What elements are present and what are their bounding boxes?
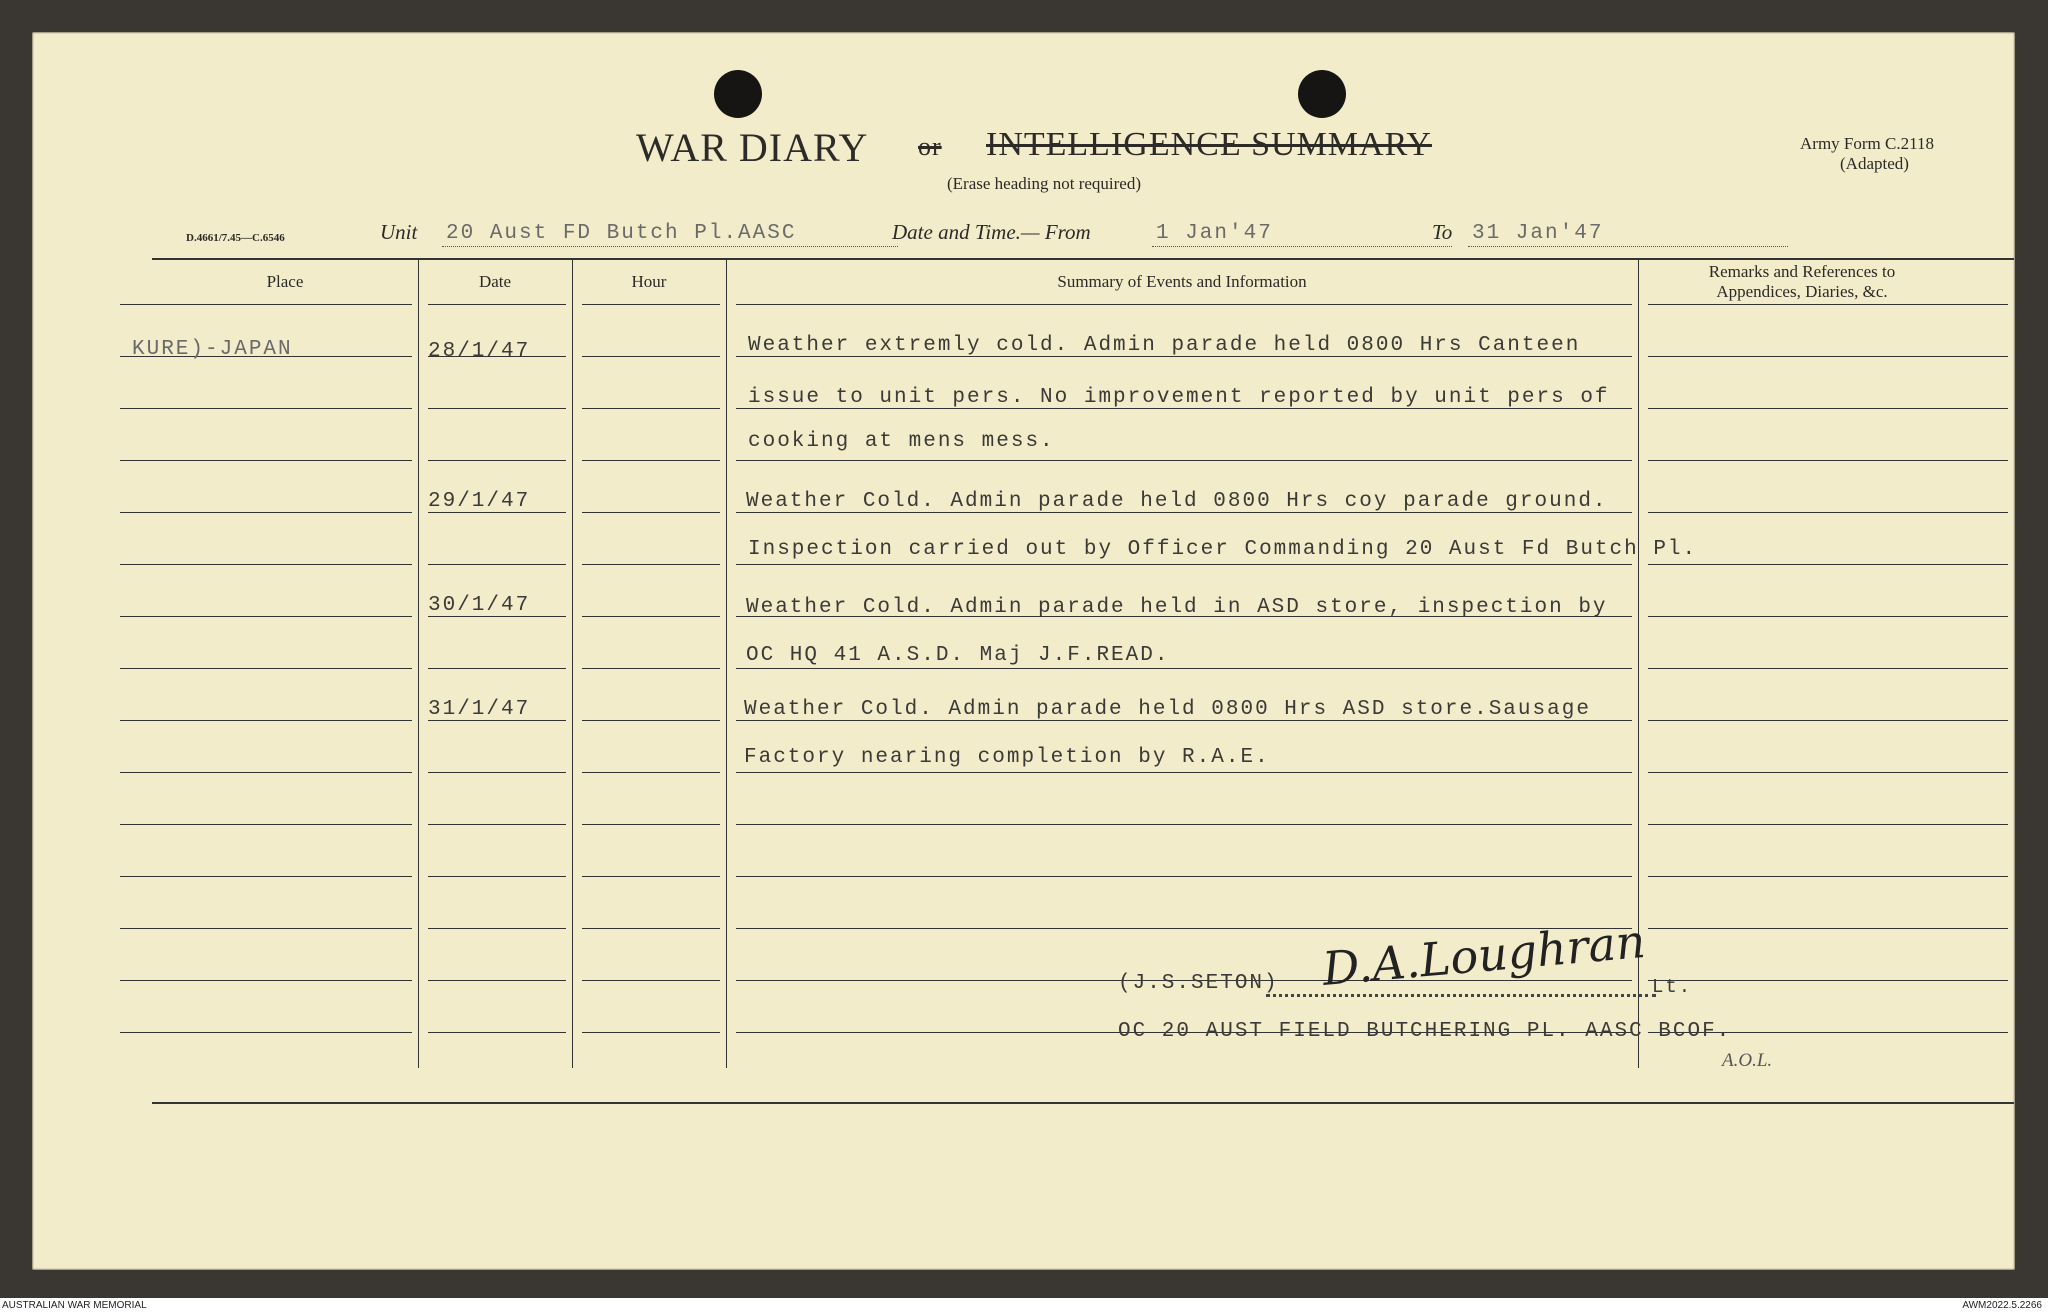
row-rule (428, 564, 566, 565)
entry-line: Inspection carried out by Officer Commanding 20 Aust Fd Butch Pl. (748, 538, 1698, 561)
column-divider-date (572, 260, 573, 1068)
row-rule (120, 564, 412, 565)
entry-line: OC HQ 41 A.S.D. Maj J.F.READ. (746, 644, 1170, 667)
table-bottom-rule (152, 1102, 2014, 1104)
entry-line: Factory nearing completion by R.A.E. (744, 746, 1270, 769)
row-rule (582, 824, 720, 825)
column-header-summary: Summary of Events and Information (1057, 272, 1307, 291)
handwritten-initials: A.O.L. (1722, 1050, 1773, 1071)
rank-label: Lt. (1652, 976, 1693, 998)
archive-footer (0, 1298, 2048, 1313)
row-rule (582, 668, 720, 669)
column-header-place: Place (266, 272, 304, 291)
row-rule (582, 356, 720, 357)
handwritten-signature: D.A.Loughran (1320, 913, 1648, 997)
row-rule (582, 512, 720, 513)
row-rule (120, 980, 412, 981)
row-rule (736, 824, 1632, 825)
entry-line: issue to unit pers. No improvement reported by unit pers of (748, 386, 1610, 409)
row-rule (428, 824, 566, 825)
row-rule (582, 564, 720, 565)
row-rule (120, 304, 412, 305)
entry-line: Weather Cold. Admin parade held in ASD store, inspection by (746, 596, 1608, 619)
row-rule (120, 1032, 412, 1033)
entry-line: cooking at mens mess. (748, 430, 1055, 453)
row-rule (120, 876, 412, 877)
row-rule (736, 772, 1632, 773)
column-divider-hour (726, 260, 727, 1068)
typed-name: (J.S.SETON) (1118, 972, 1279, 995)
row-rule (1648, 876, 2008, 877)
unit-value: 20 Aust FD Butch Pl.AASC (446, 222, 797, 245)
row-rule (1648, 824, 2008, 825)
row-rule (120, 668, 412, 669)
row-rule (582, 460, 720, 461)
from-underline (1152, 246, 1452, 247)
row-rule (582, 876, 720, 877)
row-rule (736, 668, 1632, 669)
column-header-hour: Hour (631, 272, 667, 291)
footer-reference: AWM2022.5.2266 (1962, 1300, 2042, 1311)
row-rule (120, 512, 412, 513)
row-rule (1648, 512, 2008, 513)
row-rule (582, 772, 720, 773)
entry-date: 31/1/47 (428, 698, 531, 721)
row-rule (428, 408, 566, 409)
diary-title: WAR DIARY (636, 125, 869, 170)
entry-line: Weather Cold. Admin parade held 0800 Hrs ASD store.Sausage (744, 698, 1591, 721)
row-rule (1648, 304, 2008, 305)
row-rule (582, 928, 720, 929)
row-rule (1648, 668, 2008, 669)
row-rule (1648, 772, 2008, 773)
erase-note: (Erase heading not required) (947, 174, 1141, 193)
row-rule (120, 824, 412, 825)
row-rule (582, 720, 720, 721)
struck-or: or (918, 132, 942, 161)
struck-heading: INTELLIGENCE SUMMARY (986, 126, 1432, 163)
column-divider-place (418, 260, 419, 1068)
column-header-remarks: Remarks and References to Appendices, Diaries, &c. (1708, 262, 1896, 301)
row-rule (1648, 356, 2008, 357)
row-rule (1648, 616, 2008, 617)
row-rule (1648, 720, 2008, 721)
unit-label: Unit (380, 220, 418, 244)
entry-place: KURE)-JAPAN (132, 338, 293, 361)
row-rule (1648, 928, 2008, 929)
row-rule (120, 720, 412, 721)
row-rule (428, 876, 566, 877)
row-rule (120, 460, 412, 461)
row-rule (582, 408, 720, 409)
entry-line: Weather Cold. Admin parade held 0800 Hrs coy parade ground. (746, 490, 1608, 513)
footer-institution: AUSTRALIAN WAR MEMORIAL (2, 1300, 147, 1311)
form-reference: D.4661/7.45—C.6546 (186, 232, 285, 244)
officer-role: OC 20 AUST FIELD BUTCHERING PL. AASC BCOF. (1118, 1020, 1732, 1043)
from-value: 1 Jan'47 (1156, 222, 1273, 245)
row-rule (736, 876, 1632, 877)
to-label: To (1432, 220, 1453, 244)
row-rule (428, 304, 566, 305)
row-rule (428, 460, 566, 461)
row-rule (582, 304, 720, 305)
row-rule (1648, 408, 2008, 409)
row-rule (1648, 564, 2008, 565)
date-time-label: Date and Time.— From (892, 220, 1091, 244)
row-rule (428, 980, 566, 981)
punch-hole-right (1298, 70, 1346, 118)
army-form-label: Army Form C.2118 (1800, 134, 1934, 153)
row-rule (736, 304, 1632, 305)
entry-date: 30/1/47 (428, 594, 531, 617)
entry-line: Weather extremly cold. Admin parade held 0800 Hrs Canteen (748, 334, 1581, 357)
punch-hole-left (714, 70, 762, 118)
row-rule (582, 980, 720, 981)
row-rule (736, 460, 1632, 461)
unit-underline (442, 246, 898, 247)
row-rule (428, 772, 566, 773)
entry-date: 28/1/47 (428, 340, 531, 363)
to-underline (1468, 246, 1788, 247)
column-header-date: Date (478, 272, 512, 291)
row-rule (1648, 460, 2008, 461)
row-rule (736, 564, 1632, 565)
adapted-label: (Adapted) (1840, 154, 1909, 173)
row-rule (428, 928, 566, 929)
to-value: 31 Jan'47 (1472, 222, 1604, 245)
row-rule (120, 408, 412, 409)
table-top-rule (152, 258, 2014, 260)
row-rule (582, 616, 720, 617)
war-diary-sheet (32, 32, 2015, 1270)
row-rule (120, 772, 412, 773)
row-rule (1648, 980, 2008, 981)
row-rule (582, 1032, 720, 1033)
row-rule (428, 668, 566, 669)
entry-date: 29/1/47 (428, 490, 531, 513)
row-rule (428, 1032, 566, 1033)
row-rule (120, 616, 412, 617)
row-rule (120, 928, 412, 929)
